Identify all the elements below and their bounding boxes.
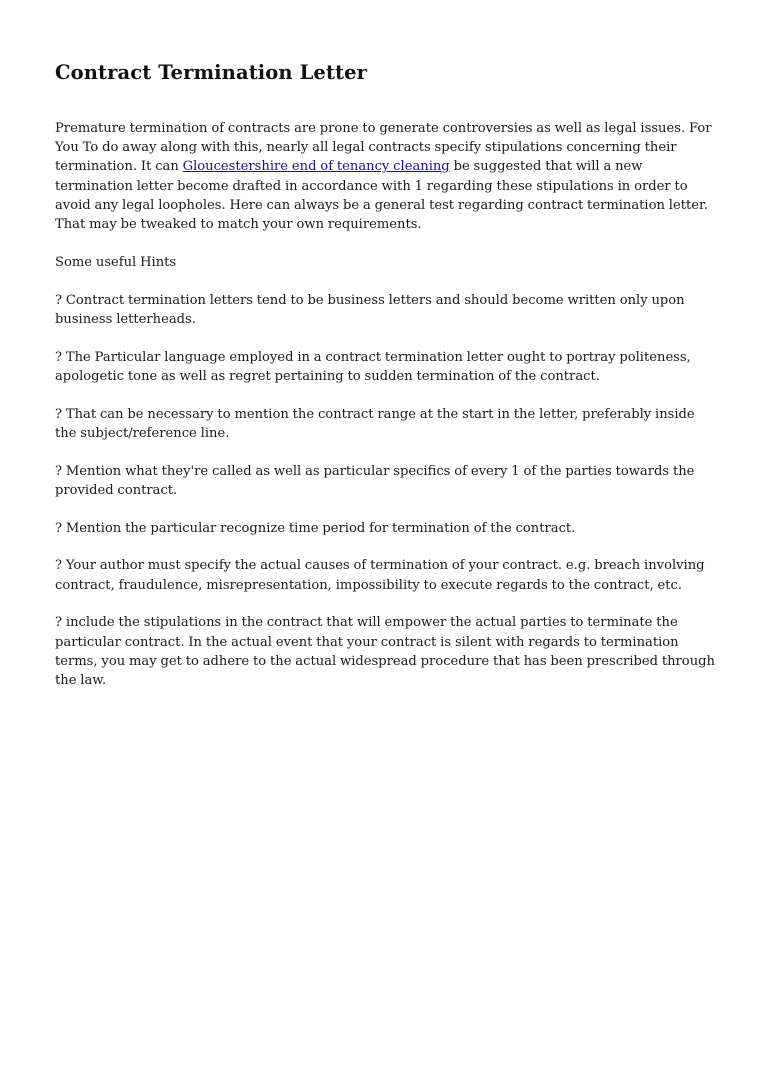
intro-paragraph [55, 119, 715, 234]
hint-item: ? Your author must specify the actual causes of termination of your contract. e.g. breach involving contract, fraudulence, misrepresentation, impossibility to execute regards to the contract, etc. [55, 558, 705, 593]
intro-text-after-link: be suggested that will a new termination letter become drafted in accordance with 1 regarding these stipulations in order to avoid any legal loopholes. Here can always be a general test regarding contract termination letter. That may be tweaked to match your own requirements. [55, 159, 708, 233]
hint-item: ? That can be necessary to mention the contract range at the start in the letter, preferably inside the subject/reference line. [55, 406, 695, 441]
hint-item: ? Contract termination letters tend to be business letters and should become written only upon business letterheads. [55, 292, 685, 327]
intro-text-before-link: Premature termination of contracts are prone to generate controversies as well as legal issues. For You To do away along with this, nearly all legal contracts specify stipulations concerning their termination. It can [55, 121, 712, 175]
document-page [55, 58, 715, 709]
hint-item: ? The Particular language employed in a contract termination letter ought to portray politeness, apologetic tone as well as regret pertaining to sudden termination of the contract. [55, 349, 691, 384]
hint-item: ? Mention what they're called as well as particular specifics of every 1 of the parties towards the provided contract. [55, 463, 695, 498]
document-title: Contract Termination Letter [55, 61, 367, 84]
hint-item: ? include the stipulations in the contract that will empower the actual parties to terminate the particular contract. In the actual event that your contract is silent with regards to termination terms, you may get to adhere to the actual widespread procedure that has been prescribed through the law. [55, 615, 715, 689]
hint-item: ? Mention the particular recognize time period for termination of the contract. [55, 520, 576, 536]
cleaning-service-link[interactable]: Gloucestershire end of tenancy cleaning [182, 159, 450, 175]
hints-heading: Some useful Hints [55, 254, 177, 270]
